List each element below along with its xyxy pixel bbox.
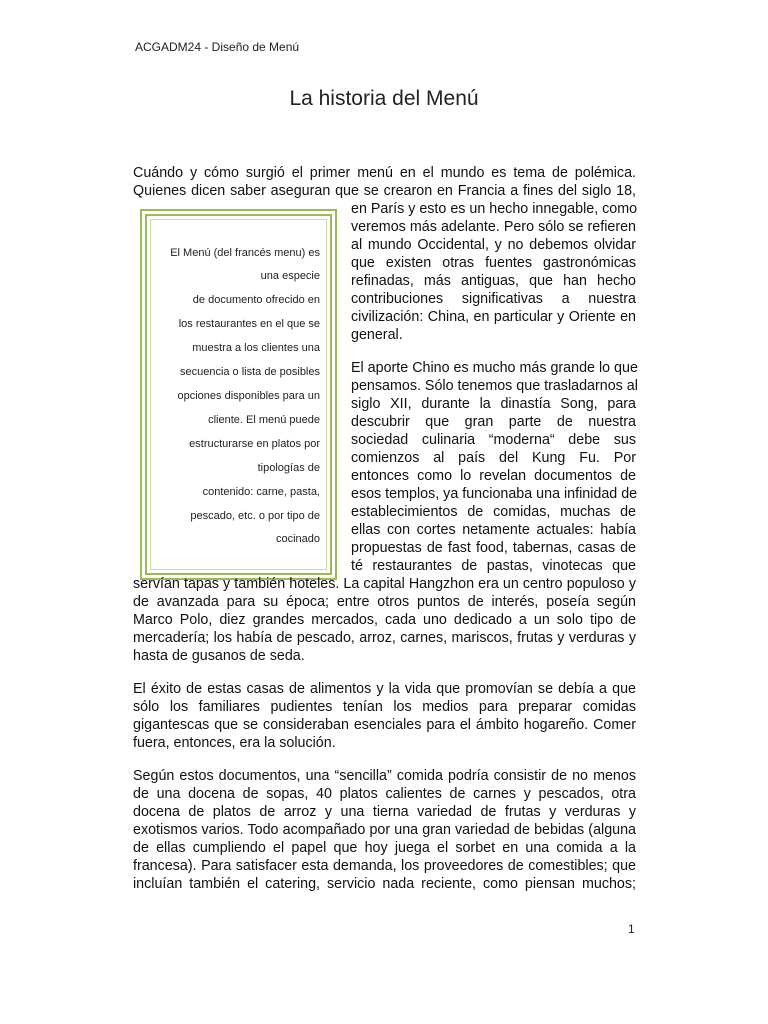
paragraph-line: incluían también el catering, servicio nada reciente, como piensan muchos;: [133, 876, 636, 892]
paragraph-line: en París y esto es un hecho innegable, como: [351, 201, 638, 217]
paragraph-line: El aporte Chino es mucho más grande lo que: [351, 360, 638, 376]
paragraph-line: mercadería; los había de pescado, arroz, carnes, mariscos, frutas y verduras y: [133, 630, 636, 646]
sidebar-line: tipologías de: [257, 462, 320, 474]
sidebar-line: opciones disponibles para un: [177, 390, 320, 402]
paragraph-line: descubrir que gran parte de nuestra: [351, 414, 636, 430]
paragraph-line: entonces como lo revelan documentos de: [351, 468, 636, 484]
paragraph-line: Marco Polo, diez grandes mercados, cada uno dedicado a un solo tipo de: [133, 612, 636, 628]
sidebar-line: de documento ofrecido en: [192, 294, 320, 306]
sidebar-line: cocinado: [275, 533, 320, 545]
paragraph-line: servían tapas y también hoteles. La capital Hangzhon era un centro populoso y: [133, 576, 636, 592]
page-title: La historia del Menú: [289, 87, 479, 110]
sidebar-line: secuencia o lista de posibles: [179, 366, 320, 378]
sidebar-textbox: [140, 209, 337, 580]
paragraph-line: establecimientos de comidas, muchas de: [351, 504, 636, 520]
paragraph-line: fuera, entonces, era la solución.: [133, 735, 336, 751]
paragraph-line: contribuciones significativas a nuestra: [351, 291, 636, 307]
paragraph-line: veremos más adelante. Pero sólo se refieren: [351, 219, 636, 235]
paragraph-line: de ellas cumpliendo el papel que hoy juega el sorbet en una comida a la: [133, 840, 636, 856]
sidebar-line: pescado, etc. o por tipo de: [190, 510, 320, 522]
paragraph-line: hasta de gusanos de seda.: [133, 648, 305, 664]
sidebar-line: El Menú (del francés menu) es: [170, 247, 320, 259]
paragraph-line: al mundo Occidental, y no debemos olvidar: [351, 237, 636, 253]
paragraph-line: siglo XII, durante la dinastía Song, para: [351, 396, 636, 412]
paragraph-line: civilización: China, en particular y Oriente en: [351, 309, 636, 325]
paragraph-line: de avanzada para su época; entre otros puntos de interés, poseía según: [133, 594, 636, 610]
paragraph-line: pensamos. Sólo tenemos que trasladarnos al: [351, 378, 638, 394]
sidebar-line: una especie: [260, 270, 320, 282]
paragraph-line: Quienes dicen saber aseguran que se crearon en Francia a fines del siglo 18,: [133, 183, 636, 199]
paragraph-line: gigantescas que se consideraban esenciales para el ámbito hogareño. Comer: [133, 717, 636, 733]
paragraph-line: propuestas de fast food, tabernas, casas de: [351, 540, 636, 556]
paragraph-line: esos templos, ya funcionaba una infinidad de: [351, 486, 638, 502]
sidebar-line: los restaurantes en el que se: [178, 318, 320, 330]
running-header: ACGADM24 - Diseño de Menú: [135, 40, 300, 54]
sidebar-line: estructurarse en platos por: [189, 438, 320, 450]
paragraph-line: que existen otras fuentes gastronómicas: [351, 255, 636, 271]
paragraph-line: ellas con cortes netamente actuales: había: [351, 522, 636, 538]
paragraph-line: de una docena de sopas, 40 platos calientes de carnes y pescados, otra: [133, 786, 636, 802]
sidebar-line: muestra a los clientes una: [192, 342, 320, 354]
paragraph-line: té restaurantes de pastas, vinotecas que: [351, 558, 636, 574]
paragraph-line: francesa). Para satisfacer esta demanda, los proveedores de comestibles; que: [133, 858, 636, 874]
paragraph-line: docena de platos de arroz y una tierna variedad de frutas y verduras y: [133, 804, 636, 820]
sidebar-line: contenido: carne, pasta,: [202, 486, 320, 498]
paragraph-line: Cuándo y cómo surgió el primer menú en el mundo es tema de polémica.: [133, 165, 636, 181]
sidebar-line: cliente. El menú puede: [208, 414, 320, 426]
paragraph-line: El éxito de estas casas de alimentos y la vida que promovían se debía a que: [133, 681, 636, 697]
paragraph-line: sólo los familiares pudientes tenían los medios para preparar comidas: [133, 699, 636, 715]
paragraph-line: sociedad culinaria “moderna“ debe sus: [351, 432, 636, 448]
paragraph-line: exotismos varios. Todo acompañado por una gran variedad de bebidas (alguna: [133, 822, 636, 838]
paragraph-line: refinadas, más antiguas, que han hecho: [351, 273, 636, 289]
paragraph-line: Según estos documentos, una “sencilla” comida podría consistir de no menos: [133, 768, 636, 784]
paragraph-line: comienzos al país del Kung Fu. Por: [351, 450, 636, 466]
page-number: 1: [628, 922, 635, 936]
paragraph-line: general.: [351, 327, 403, 343]
